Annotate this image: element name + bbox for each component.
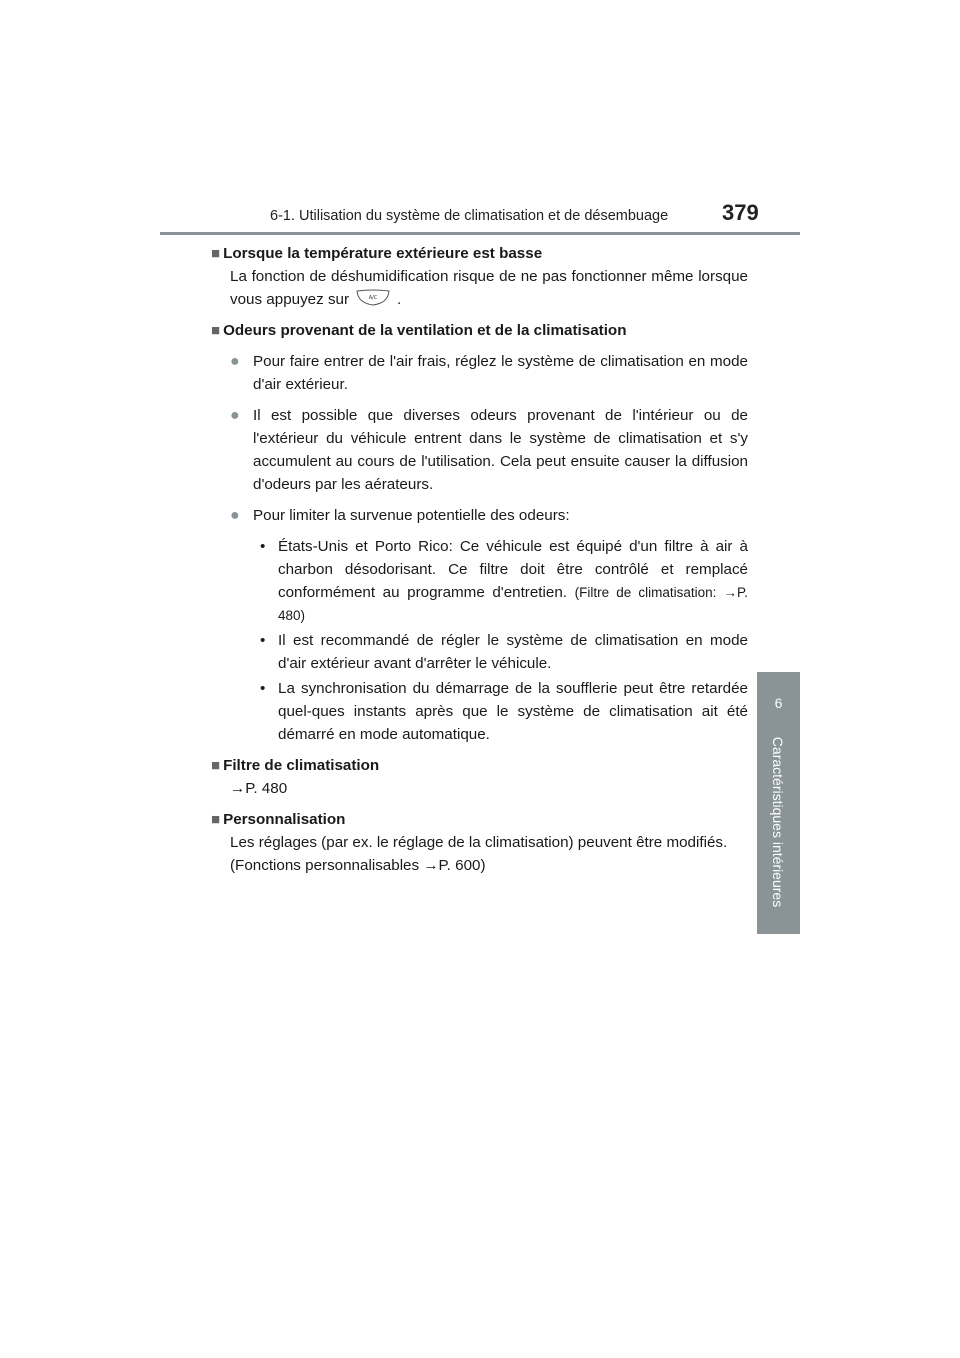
- page-reference: →P. 480: [230, 780, 288, 797]
- circle-bullet-icon: ●: [230, 507, 240, 524]
- square-bullet-icon: ■: [211, 322, 221, 339]
- section-personalization: [212, 808, 748, 877]
- section-low-temperature: [212, 242, 748, 311]
- sub-list-item: • États-Unis et Porto Rico: Ce véhicule est équipé d'un filtre à air à charbon désodorisant. Ce filtre doit être contrôlé et remplacé conformément au programme d'entretien. (Filtre de climatisation: →P. 480): [260, 538, 748, 623]
- square-bullet-icon: ■: [211, 245, 221, 262]
- section-odors: [212, 319, 748, 746]
- chapter-title: Caractéristiques intérieures: [770, 736, 786, 908]
- list-item: ● Pour limiter la survenue potentielle des odeurs:: [230, 504, 748, 527]
- list-item: ● Il est possible que diverses odeurs provenant de l'intérieur ou de l'extérieur du véhicule entrent dans le système de climatisation et s'y accumulent au cours de l'utilisation. Cela peut ensuite causer la diffusion d'odeurs par les aérateurs.: [230, 404, 748, 496]
- ac-button-icon: [355, 289, 391, 307]
- sub-list-item: • Il est recommandé de régler le système de climatisation en mode d'air extérieur avant d'arrêter le véhicule.: [260, 632, 748, 672]
- square-bullet-icon: ■: [211, 811, 221, 828]
- page-content: [212, 242, 748, 885]
- square-bullet-icon: ■: [211, 757, 221, 774]
- section-body: Les réglages (par ex. le réglage de la climatisation) peuvent être modifiés. (Fonctions personnalisables →P. 600): [230, 834, 728, 874]
- section-title: Lorsque la température extérieure est basse: [223, 245, 543, 262]
- section-filter: [212, 754, 748, 800]
- chapter-number: 6: [774, 695, 783, 711]
- section-title: Personnalisation: [223, 811, 346, 828]
- header-divider: [160, 232, 800, 235]
- list-item: ● Pour faire entrer de l'air frais, réglez le système de climatisation en mode d'air extérieur.: [230, 350, 748, 396]
- section-title: Odeurs provenant de la ventilation et de la climatisation: [223, 322, 627, 339]
- sub-list-item: • La synchronisation du démarrage de la soufflerie peut être retardée quel-ques instants après que le système de climatisation ait été démarré en mode automatique.: [260, 680, 748, 743]
- page-number: 379: [722, 200, 759, 225]
- svg-text:A/C: A/C: [368, 295, 378, 301]
- circle-bullet-icon: ●: [230, 407, 240, 424]
- running-header: 6-1. Utilisation du système de climatisation et de désembuage: [270, 208, 669, 224]
- section-body: La fonction de déshumidification risque de ne pas fonctionner même lorsque vous appuyez sur A/C .: [230, 268, 748, 308]
- circle-bullet-icon: ●: [230, 353, 240, 370]
- chapter-tab: [757, 672, 800, 934]
- section-title: Filtre de climatisation: [223, 757, 380, 774]
